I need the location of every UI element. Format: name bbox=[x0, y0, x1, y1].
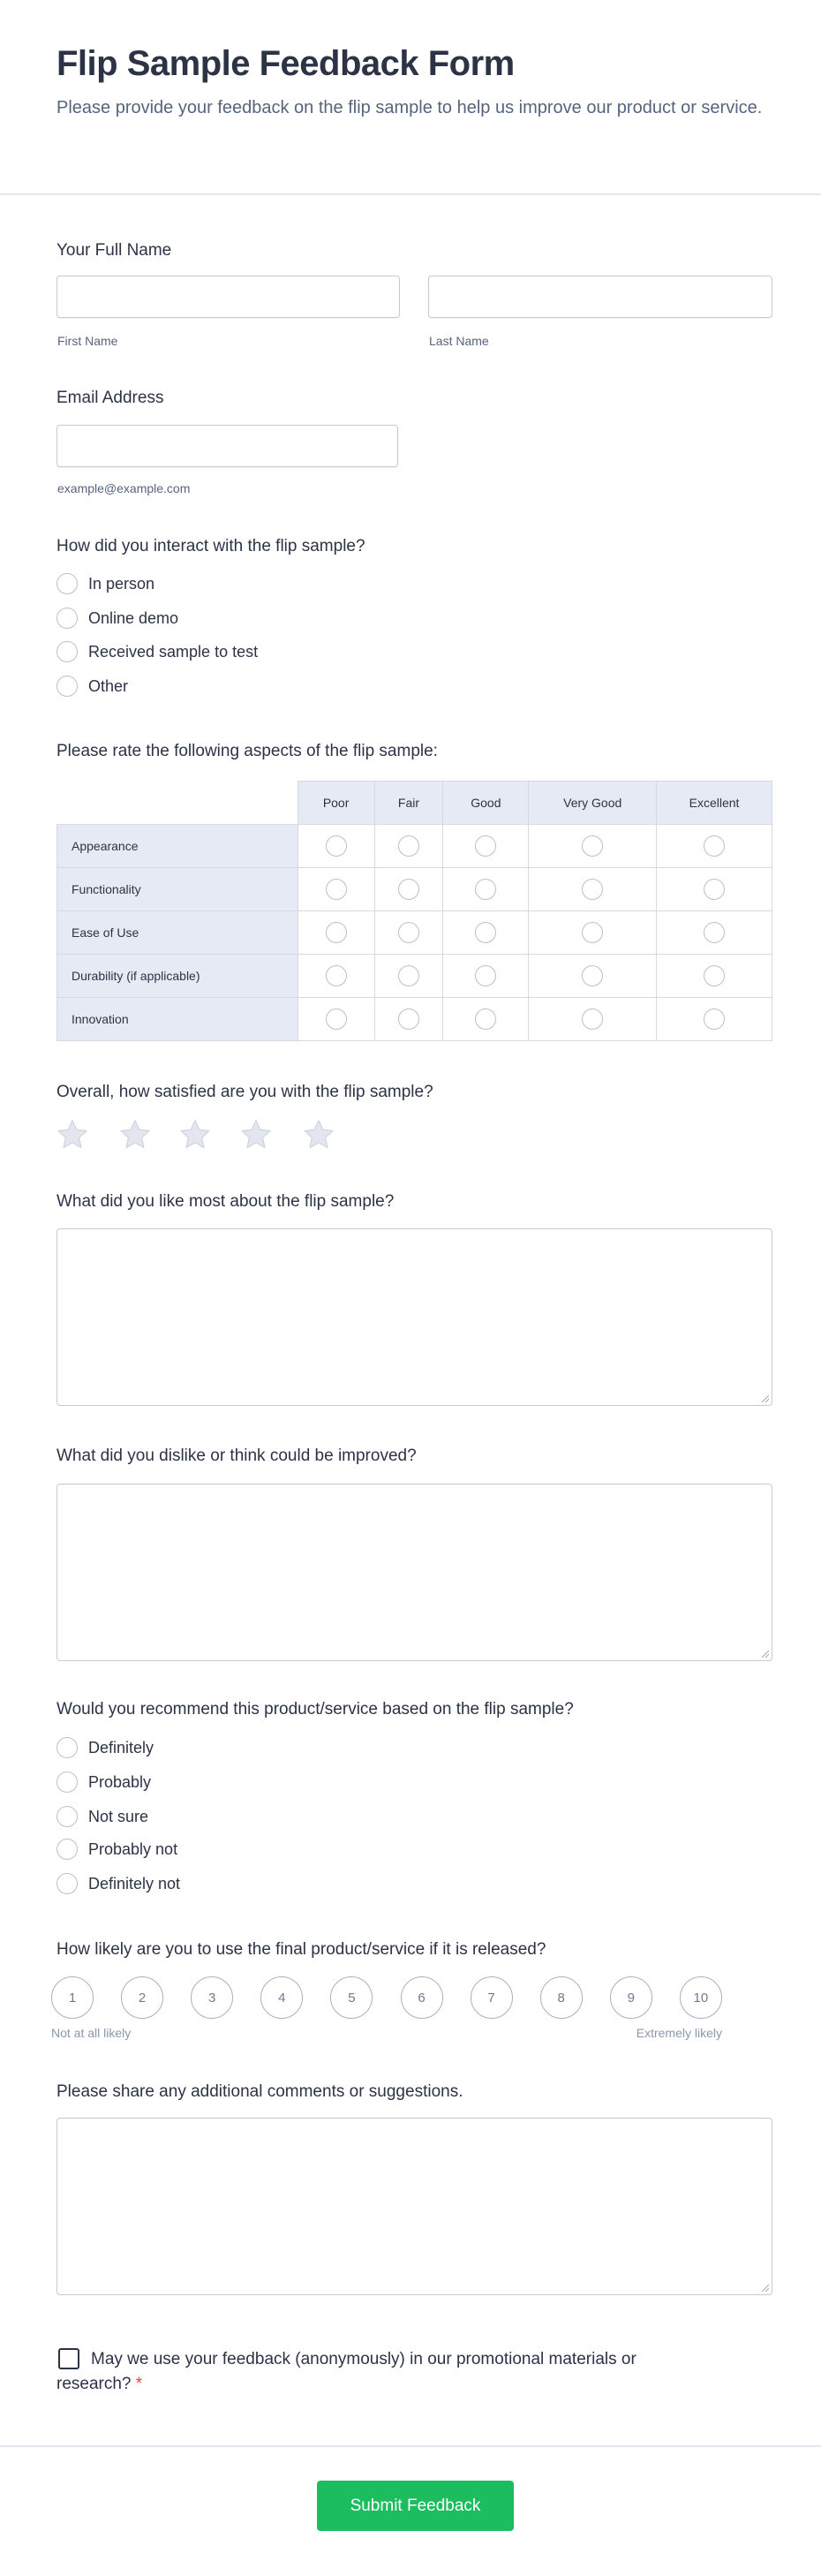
scale-option[interactable]: 4 bbox=[260, 1976, 303, 2019]
matrix-row-label: Functionality bbox=[57, 868, 298, 911]
recommend-option[interactable] bbox=[56, 1872, 180, 1895]
recommend-label: Would you recommend this product/service based on the flip sample? bbox=[56, 1700, 574, 1719]
form-title: Flip Sample Feedback Form bbox=[56, 44, 515, 83]
matrix-cell bbox=[298, 911, 374, 955]
scale-option[interactable]: 10 bbox=[680, 1976, 722, 2019]
scale-option[interactable]: 2 bbox=[121, 1976, 163, 2019]
first-name-sublabel: First Name bbox=[57, 334, 118, 348]
matrix-row-label: Innovation bbox=[57, 998, 298, 1041]
email-input[interactable] bbox=[56, 425, 398, 467]
radio-button[interactable] bbox=[326, 965, 347, 986]
radio-button[interactable] bbox=[582, 835, 603, 857]
matrix-row bbox=[57, 825, 772, 868]
matrix-cell bbox=[657, 998, 772, 1041]
radio-button[interactable] bbox=[56, 1873, 78, 1894]
last-name-sublabel: Last Name bbox=[429, 334, 489, 348]
radio-button[interactable] bbox=[704, 835, 725, 857]
matrix-row-label: Durability (if applicable) bbox=[57, 955, 298, 998]
star-icon[interactable] bbox=[302, 1118, 335, 1156]
satisfaction-label: Overall, how satisfied are you with the flip sample? bbox=[56, 1083, 433, 1101]
matrix-cell bbox=[443, 911, 529, 955]
radio-button[interactable] bbox=[398, 922, 419, 943]
consent-label: May we use your feedback (anonymously) in our promotional materials or research? bbox=[56, 2350, 636, 2393]
matrix-cell bbox=[657, 825, 772, 868]
scale-option[interactable]: 1 bbox=[51, 1976, 94, 2019]
footer-divider bbox=[0, 2445, 821, 2447]
full-name-label: Your Full Name bbox=[56, 241, 172, 260]
header-divider bbox=[0, 193, 821, 195]
radio-button[interactable] bbox=[475, 965, 496, 986]
matrix-cell bbox=[657, 955, 772, 998]
submit-button[interactable]: Submit Feedback bbox=[317, 2481, 514, 2531]
interaction-option[interactable] bbox=[56, 572, 154, 595]
matrix-cell bbox=[443, 868, 529, 911]
radio-button[interactable] bbox=[56, 676, 78, 697]
scale-min-label: Not at all likely bbox=[51, 2026, 132, 2040]
matrix-cell bbox=[374, 911, 443, 955]
option-label: Not sure bbox=[88, 1807, 149, 1825]
radio-button[interactable] bbox=[582, 1008, 603, 1030]
matrix-cell bbox=[374, 955, 443, 998]
radio-button[interactable] bbox=[398, 879, 419, 900]
first-name-input[interactable] bbox=[56, 276, 400, 318]
form-subtitle: Please provide your feedback on the flip sample to help us improve our product or service. bbox=[56, 98, 763, 117]
radio-button[interactable] bbox=[56, 1839, 78, 1860]
option-label: Probably not bbox=[88, 1839, 178, 1858]
recommend-option[interactable] bbox=[56, 1736, 154, 1759]
disliked-label: What did you dislike or think could be improved? bbox=[56, 1447, 417, 1465]
radio-button[interactable] bbox=[398, 835, 419, 857]
star-icon[interactable] bbox=[118, 1118, 152, 1156]
scale-option[interactable]: 8 bbox=[540, 1976, 583, 2019]
matrix-cell bbox=[529, 998, 657, 1041]
scale-option[interactable]: 7 bbox=[471, 1976, 513, 2019]
matrix-row bbox=[57, 911, 772, 955]
matrix-row bbox=[57, 998, 772, 1041]
matrix-cell bbox=[374, 998, 443, 1041]
scale-option[interactable]: 5 bbox=[330, 1976, 373, 2019]
likely-label: How likely are you to use the final product/service if it is released? bbox=[56, 1940, 546, 1959]
matrix-cell bbox=[529, 868, 657, 911]
radio-button[interactable] bbox=[56, 641, 78, 662]
radio-button[interactable] bbox=[326, 1008, 347, 1030]
radio-button[interactable] bbox=[582, 922, 603, 943]
radio-button[interactable] bbox=[326, 922, 347, 943]
matrix-column-header: Fair bbox=[374, 782, 443, 825]
recommend-option[interactable] bbox=[56, 1771, 151, 1794]
radio-button[interactable] bbox=[56, 1806, 78, 1827]
matrix-cell bbox=[529, 825, 657, 868]
comments-label: Please share any additional comments or suggestions. bbox=[56, 2082, 463, 2101]
matrix-cell bbox=[443, 998, 529, 1041]
radio-button[interactable] bbox=[475, 1008, 496, 1030]
interaction-option[interactable] bbox=[56, 607, 178, 630]
radio-button[interactable] bbox=[704, 922, 725, 943]
matrix-corner bbox=[57, 782, 298, 825]
radio-button[interactable] bbox=[398, 965, 419, 986]
email-label: Email Address bbox=[56, 389, 164, 407]
option-label: In person bbox=[88, 574, 155, 593]
matrix-cell bbox=[374, 825, 443, 868]
option-label: Definitely bbox=[88, 1738, 154, 1756]
last-name-input[interactable] bbox=[428, 276, 772, 318]
scale-option[interactable]: 9 bbox=[610, 1976, 652, 2019]
matrix-column-header: Poor bbox=[298, 782, 374, 825]
resize-grip-icon[interactable] bbox=[762, 2285, 769, 2292]
option-label: Received sample to test bbox=[88, 642, 259, 661]
matrix-cell bbox=[443, 825, 529, 868]
radio-button[interactable] bbox=[475, 879, 496, 900]
required-mark: * bbox=[135, 2375, 143, 2393]
matrix-row-label: Appearance bbox=[57, 825, 298, 868]
matrix-row-label: Ease of Use bbox=[57, 911, 298, 955]
matrix-column-header: Excellent bbox=[657, 782, 772, 825]
matrix-column-header: Very Good bbox=[529, 782, 657, 825]
star-icon[interactable] bbox=[178, 1118, 212, 1156]
star-icon[interactable] bbox=[56, 1118, 89, 1156]
scale-max-label: Extremely likely bbox=[636, 2026, 722, 2040]
option-label: Other bbox=[88, 676, 129, 695]
liked-textarea[interactable] bbox=[56, 1228, 772, 1406]
matrix-column-header: Good bbox=[443, 782, 529, 825]
matrix-cell bbox=[657, 868, 772, 911]
matrix-cell bbox=[298, 955, 374, 998]
radio-button[interactable] bbox=[704, 965, 725, 986]
option-label: Definitely not bbox=[88, 1874, 181, 1892]
interaction-label: How did you interact with the flip sample? bbox=[56, 537, 365, 555]
resize-grip-icon[interactable] bbox=[762, 1651, 769, 1658]
radio-button[interactable] bbox=[326, 835, 347, 857]
radio-button[interactable] bbox=[582, 965, 603, 986]
interaction-option[interactable] bbox=[56, 675, 128, 698]
disliked-textarea[interactable] bbox=[56, 1484, 772, 1661]
scale-option[interactable]: 3 bbox=[191, 1976, 233, 2019]
matrix-label: Please rate the following aspects of the flip sample: bbox=[56, 742, 438, 760]
scale-option[interactable]: 6 bbox=[401, 1976, 443, 2019]
radio-button[interactable] bbox=[475, 835, 496, 857]
matrix-cell bbox=[298, 825, 374, 868]
radio-button[interactable] bbox=[704, 1008, 725, 1030]
rating-matrix bbox=[56, 781, 772, 1041]
radio-button[interactable] bbox=[56, 608, 78, 629]
radio-button[interactable] bbox=[56, 1771, 78, 1793]
resize-grip-icon[interactable] bbox=[762, 1395, 769, 1402]
star-icon[interactable] bbox=[239, 1118, 273, 1156]
radio-button[interactable] bbox=[326, 879, 347, 900]
recommend-option[interactable] bbox=[56, 1805, 148, 1828]
matrix-row bbox=[57, 868, 772, 911]
matrix-row bbox=[57, 955, 772, 998]
matrix-cell bbox=[529, 911, 657, 955]
liked-label: What did you like most about the flip sample? bbox=[56, 1192, 395, 1211]
radio-button[interactable] bbox=[56, 573, 78, 594]
radio-button[interactable] bbox=[475, 922, 496, 943]
radio-button[interactable] bbox=[398, 1008, 419, 1030]
matrix-cell bbox=[443, 955, 529, 998]
comments-textarea[interactable] bbox=[56, 2118, 772, 2295]
matrix-cell bbox=[529, 955, 657, 998]
matrix-cell bbox=[374, 868, 443, 911]
option-label: Probably bbox=[88, 1772, 152, 1791]
matrix-cell bbox=[657, 911, 772, 955]
matrix-cell bbox=[298, 998, 374, 1041]
radio-button[interactable] bbox=[56, 1737, 78, 1758]
consent-text bbox=[56, 2347, 692, 2397]
interaction-option[interactable] bbox=[56, 640, 258, 663]
email-sublabel: example@example.com bbox=[57, 481, 191, 495]
radio-button[interactable] bbox=[582, 879, 603, 900]
option-label: Online demo bbox=[88, 608, 179, 627]
recommend-option[interactable] bbox=[56, 1838, 177, 1861]
matrix-cell bbox=[298, 868, 374, 911]
radio-button[interactable] bbox=[704, 879, 725, 900]
